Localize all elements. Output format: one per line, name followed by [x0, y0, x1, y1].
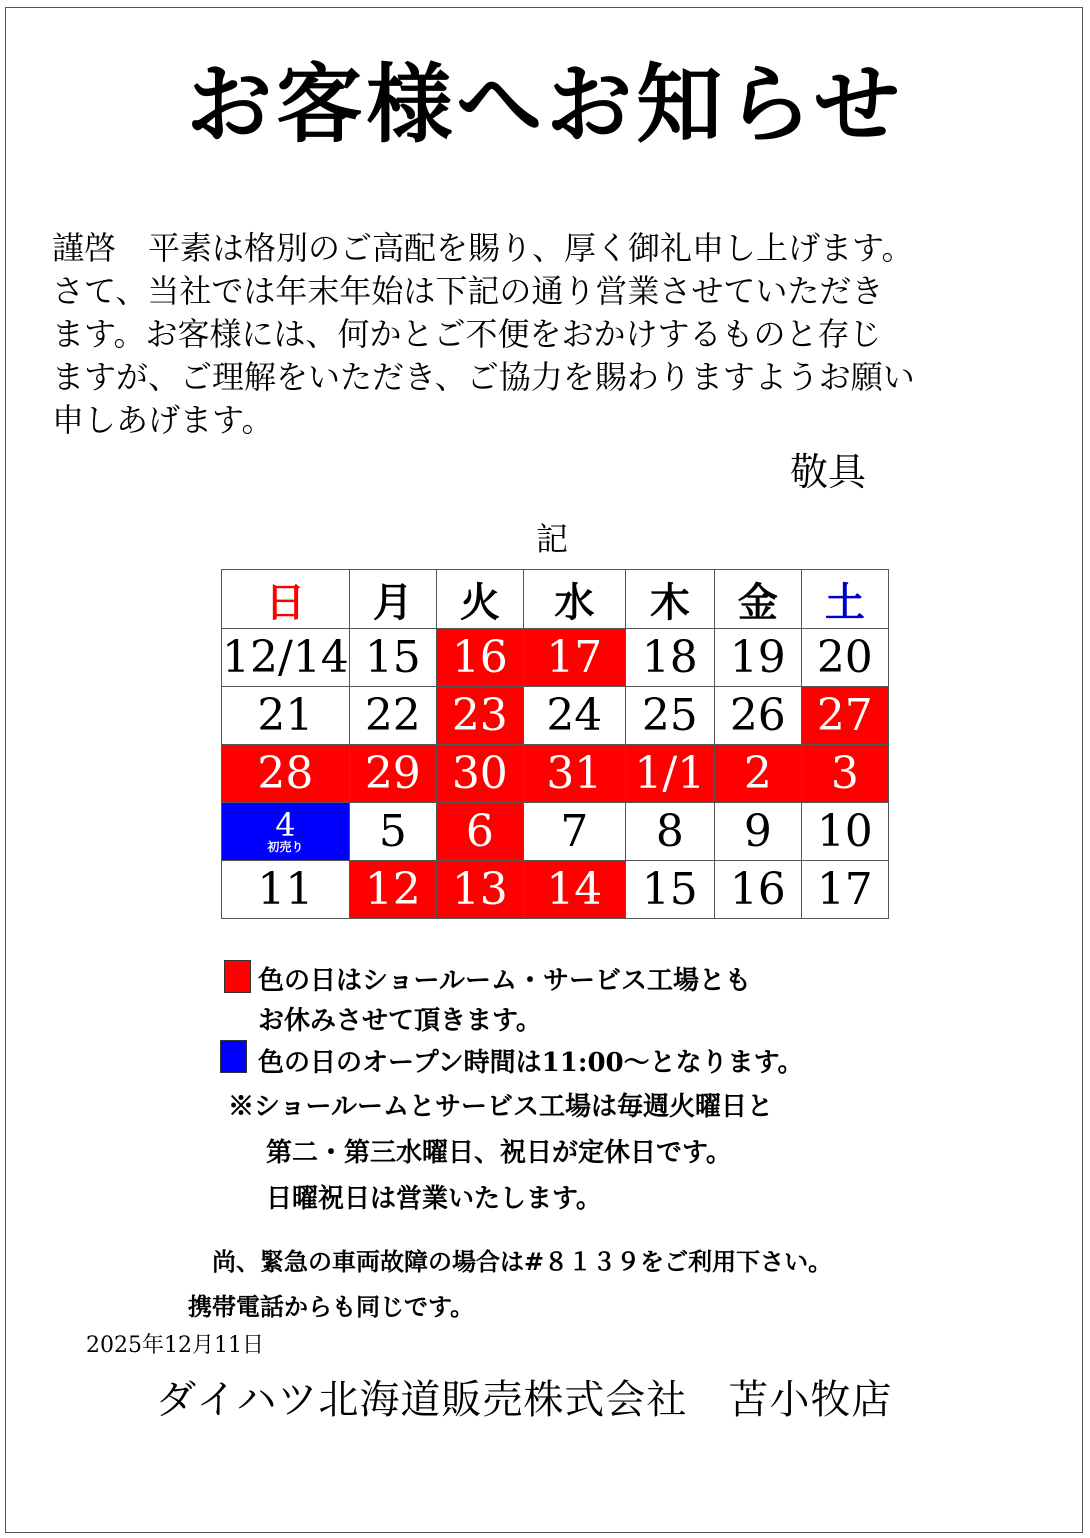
- greeting-line: 謹啓 平素は格別のご高配を賜り、厚く御礼申し上げます。: [52, 229, 914, 267]
- greeting-line: 申しあげます。: [52, 401, 274, 439]
- calendar-day-cell: 15: [625, 861, 714, 919]
- holiday-note-3: 日曜祝日は営業いたします。: [266, 1184, 602, 1214]
- page-title: お客様へお知らせ: [186, 54, 904, 155]
- weekday-friday: 金: [714, 570, 801, 629]
- calendar-day-number: 4: [275, 805, 296, 844]
- calendar-day-cell: 12/14: [222, 629, 350, 687]
- greeting-line: ますが、ご理解をいただき、ご協力を賜わりますようお願い: [52, 358, 915, 396]
- red-legend-text-1: 色の日はショールーム・サービス工場とも: [258, 966, 751, 996]
- calendar-day-cell: 17: [801, 861, 888, 919]
- calendar-week-row: [222, 629, 889, 687]
- weekday-header-row: [222, 570, 889, 629]
- calendar-day-cell: 8: [625, 803, 714, 861]
- blue-legend-text: 色の日のオープン時間は11:00～となります。: [258, 1048, 804, 1078]
- calendar-day-cell: 9: [714, 803, 801, 861]
- greeting-text: [52, 227, 1052, 442]
- calendar-day-cell: 16: [436, 629, 523, 687]
- calendar-day-cell: 3: [801, 745, 888, 803]
- calendar-day-cell: 7: [523, 803, 625, 861]
- weekday-monday: 月: [349, 570, 436, 629]
- calendar-day-cell: 5: [349, 803, 436, 861]
- calendar-day-cell: 28: [222, 745, 350, 803]
- ki-heading: 記: [536, 520, 569, 558]
- calendar-day-cell: 23: [436, 687, 523, 745]
- greeting-line: ます。お客様には、何かとご不便をおかけするものと存じ: [52, 315, 882, 353]
- emergency-note-1: 尚、緊急の車両故障の場合は#８１３９をご利用下さい。: [212, 1247, 833, 1276]
- calendar-day-cell: 20: [801, 629, 888, 687]
- calendar-day-cell: 11: [222, 861, 350, 919]
- calendar-day-cell: 24: [523, 687, 625, 745]
- calendar-day-cell: 18: [625, 629, 714, 687]
- closing-word: 敬具: [790, 450, 867, 494]
- calendar-day-cell: 6: [436, 803, 523, 861]
- calendar-day-cell: 29: [349, 745, 436, 803]
- calendar-day-cell: 25: [625, 687, 714, 745]
- calendar-day-cell: 19: [714, 629, 801, 687]
- calendar-day-cell: 30: [436, 745, 523, 803]
- calendar-day-cell: 15: [349, 629, 436, 687]
- holiday-note-1: ※ショールームとサービス工場は毎週火曜日と: [228, 1092, 773, 1122]
- calendar-day-cell: [222, 803, 350, 861]
- weekday-sunday: 日: [222, 570, 350, 629]
- notice-date: 2025年12月11日: [86, 1333, 264, 1358]
- calendar-day-cell: 22: [349, 687, 436, 745]
- calendar-day-note: 初売り: [267, 839, 304, 854]
- calendar-week-row: [222, 687, 889, 745]
- calendar-day-cell: 17: [523, 629, 625, 687]
- calendar-day-cell: 16: [714, 861, 801, 919]
- holiday-note-2: 第二・第三水曜日、祝日が定休日です。: [266, 1138, 732, 1168]
- calendar-day-cell: 26: [714, 687, 801, 745]
- weekday-thursday: 木: [625, 570, 714, 629]
- red-legend-text-2: お休みさせて頂きます。: [258, 1006, 542, 1036]
- calendar-body: [222, 629, 889, 919]
- blue-legend-swatch: [220, 1040, 247, 1073]
- weekday-wednesday: 水: [523, 570, 625, 629]
- calendar-day-cell: 21: [222, 687, 350, 745]
- calendar-week-row: [222, 861, 889, 919]
- calendar-week-row: [222, 745, 889, 803]
- calendar-day-cell: 2: [714, 745, 801, 803]
- calendar-day-cell: 13: [436, 861, 523, 919]
- business-calendar: [221, 569, 889, 919]
- calendar-day-cell: 10: [801, 803, 888, 861]
- greeting-line: さて、当社では年末年始は下記の通り営業させていただき: [52, 272, 884, 310]
- calendar-day-cell: 1/1: [625, 745, 714, 803]
- calendar-day-cell: 31: [523, 745, 625, 803]
- calendar-day-cell: 14: [523, 861, 625, 919]
- calendar-week-row: [222, 803, 889, 861]
- weekday-saturday: 土: [801, 570, 888, 629]
- calendar-day-cell: 12: [349, 861, 436, 919]
- calendar-day-cell: 27: [801, 687, 888, 745]
- emergency-note-2: 携帯電話からも同じです。: [188, 1292, 475, 1321]
- red-legend-swatch: [224, 960, 251, 993]
- weekday-tuesday: 火: [436, 570, 523, 629]
- company-name: ダイハツ北海道販売株式会社 苫小牧店: [156, 1377, 893, 1423]
